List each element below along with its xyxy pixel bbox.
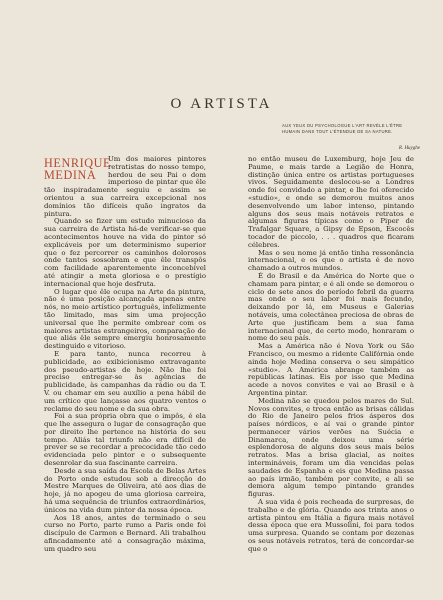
page-title: O ARTISTA	[170, 96, 273, 112]
artist-first-name: HENRIQUE	[44, 156, 112, 170]
paragraph: Aos 18 anos, antes de terminado o seu curso no Porto, parte rumo a Paris onde foi discípulo de Carmon e Bernard. Ali trabalhou afincadamente até a consagração máxima, um quadro seu	[44, 513, 206, 553]
paragraph: Foi a sua própria obra que o impôs, é ela que lhe assegura o lugar de consagração que por direito lhe pertence na história do seu tempo. Aliás tal triunfo não era difícil de prever se se recordar a precocidade tão cedo evidenciada pelo pintor e o subsequente desenrolar da sua fascinante carreira.	[44, 412, 206, 468]
paragraph: Desde a sua saída da Escola de Belas Artes do Porto onde estudou sob a direcção do Mestre Marques de Oliveira, até aos dias de hoje, já no apogeu de uma gloriosa carreira, há uma sequência de triunfos extraordinários, únicos na vida dum pintor da nossa época.	[44, 466, 206, 514]
paragraph: A sua vida é pois recheada de surpresas, de trabalho e de glória. Quando aos trinta anos o artista pintou em Itália a figura mais notável dessa época que era Mussolini, foi para todos uma surpresa. Quando se contam por dezenas os seus notáveis retratos, terá de concordar-se que o	[248, 498, 414, 553]
paragraph: Um dos maiores pintores retratistas do nosso tempo, herdou de seu Pai o dom imperioso de pintar que êle tão inspiradamente seguiu e assim se orientou a sua carreira excepcional nos domínios tão difíceis quão ingratos da pintura.	[44, 155, 206, 218]
paragraph: Mas a América não é Nova York ou São Francisco, ou mesmo a ridente Califórnia onde ainda hoje Medina conserva o seu simpático «studio». A América abrange também as repúblicas latinas. Eis por isso que Medina acede a novos convites e vai ao Brasil e à Argentina pintar.	[248, 342, 414, 397]
right-column	[248, 156, 414, 554]
paragraph: Mas o seu nome já então tinha ressonância internacional, e os que o artista é de novo chamado a outros mundos.	[248, 248, 414, 273]
paragraph: O lugar que êle ocupa na Arte da pintura, não é uma posição alcançada apenas entre nós, no meio artístico português, infelizmente tão limitado, mas sim uma projecção universal que lhe permite ombrear com os maiores artistas estrangeiros, comparação de que aliás êle sempre emergiu honrosamente destinguido e vitorioso.	[44, 287, 206, 351]
paragraph: É do Brasil e da América do Norte que o chamam para pintar, e é ali onde se demorou o ciclo de sete anos do período febril da guerra mas onde o seu labor foi mais fecundo, deixando por lá, em Museus e Galerias notáveis, uma colectânea preciosa de obras de Arte que justificam bem a sua fama internacional que, de certo modo, honraram o nome do seu país.	[248, 271, 414, 343]
epigraph-text: AUX YEUX DU PSYCHOLOGUE L'ART REVÈLE L'ÊTRE HUMAIN DANS TOUT L'ÉTENDUE DE SA NATURE.	[282, 123, 403, 134]
paragraph: no então museu de Luxemburg, hoje Jeu de Paume, e mais tarde a Legião de Honra, distinção única entre os artistas portugueses vivos. Seguidamente deslocou-se a Londres onde foi convidado a pintar, e lhe foi oferecido «studio», e onde se demorou muitos anos desenvolvendo um labor intenso, pintando alguns dos seus mais notáveis retratos e algumas figuras típicas como o Piper de Trafalgar Square, a Gipsy de Epson, Escocês tocador de piccolo, . . . quadros que ficaram célebres.	[248, 155, 414, 249]
paragraph: Quando se fizer um estudo minucioso da sua carreira de Artista há-de verificar-se que acontecimentos houve na vida do pintor só explicáveis por um determinismo superior que o fez percorrer os caminhos dolorosos onde tantos sossobram e que êle transpôs com facilidade aparentemente inconcebível até atingir a meta gloriosa e o prestígio internacional que hoje desfruta.	[44, 217, 206, 288]
left-column	[44, 156, 206, 554]
paragraph: E para tanto, nunca recorreu à publicidade, ao exibicionismo extravagante dos pseudo-artistas de hoje. Não lhe foi preciso entregar-se às agências de publicidade, às campanhas da rádio ou da T. V. ou chamar em seu auxílio a pena hábil de um crítico que lançasse aos quatro ventos o reclame do seu nome e da sua obra.	[44, 349, 206, 413]
epigraph-author: R. Huyghe	[398, 146, 420, 151]
paragraph: Medina não se quedou pelos mares do Sul. Novos convites, e troca então as brisas cálidas do Rio de Janeiro pelos frios ásperos dos países nórdicos, e aí vai o grande pintor permanecer vários verões na Suécia e Dinamarca, onde deixou uma série esplendorosa de alguns dos seus mais belos retratos. Mas a brisa glacial, as noites intermináveis, foram um dia vencidas pelas saudades de Espanha e eis que Medina passa ao país irmão, também por convite, e ali se demora algum tempo pintando grandes figuras.	[248, 396, 414, 499]
artist-name-heading	[44, 156, 112, 182]
artist-last-name: MEDINA	[44, 168, 97, 182]
